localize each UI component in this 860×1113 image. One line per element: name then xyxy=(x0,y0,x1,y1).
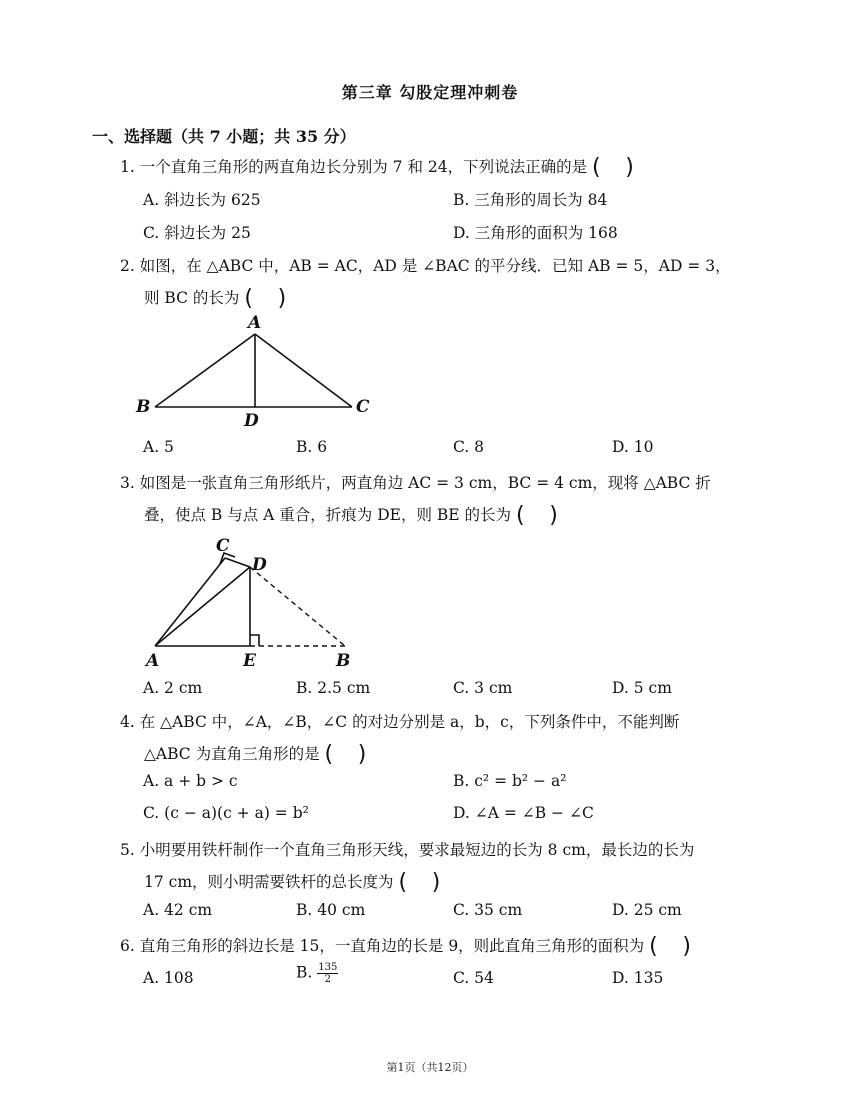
option-d: D. 10 xyxy=(612,438,654,456)
option-d: D. 25 cm xyxy=(612,901,682,919)
question-number: 1. xyxy=(120,158,135,176)
option-b: B. 40 cm xyxy=(296,901,366,919)
option-c: C. 54 xyxy=(453,969,494,987)
option-d: D. 5 cm xyxy=(612,679,672,697)
fraction-numerator: 135 xyxy=(318,962,338,973)
label-e: E xyxy=(243,651,256,671)
fraction-denominator: 2 xyxy=(324,974,331,985)
option-d: D. 三角形的面积为 168 xyxy=(453,224,618,242)
option-d: D. ∠A = ∠B − ∠C xyxy=(453,804,594,822)
option-c: C. 8 xyxy=(453,438,485,456)
label-a: A xyxy=(248,313,262,333)
label-b: B xyxy=(136,397,151,417)
answer-paren-close: ) xyxy=(625,155,634,180)
question-1 xyxy=(120,151,760,184)
label-d: D xyxy=(244,411,259,430)
option-c: C. 3 cm xyxy=(453,679,513,697)
question-stem-line2: 叠，使点 B 与点 A 重合，折痕为 DE，则 BE 的长为 xyxy=(144,506,512,524)
option-d: D. 135 xyxy=(612,969,664,987)
question-2 xyxy=(120,250,760,315)
question-stem-line1: 在 △ABC 中，∠A，∠B，∠C 的对边分别是 a，b，c，下列条件中，不能判断 xyxy=(139,713,680,731)
option-c: C. 35 cm xyxy=(453,901,523,919)
option-b xyxy=(296,962,338,985)
option-b-letter: B. xyxy=(296,963,313,982)
question-stem-line2: 则 BC 的长为 xyxy=(144,289,240,307)
answer-paren-close: ) xyxy=(277,286,287,311)
page-title: 第三章 勾股定理冲刺卷 xyxy=(341,83,519,102)
answer-paren-open: ( xyxy=(649,934,658,959)
option-c: C. 斜边长为 25 xyxy=(143,224,251,242)
answer-paren-open: ( xyxy=(324,742,334,767)
option-a: A. a + b > c xyxy=(143,772,238,790)
option-a: A. 42 cm xyxy=(143,901,213,919)
question-stem-line2: 17 cm，则小明需要铁杆的总长度为 xyxy=(144,873,394,891)
option-c: C. (c − a)(c + a) = b² xyxy=(143,804,309,822)
question-number: 6. xyxy=(120,937,135,955)
label-d: D xyxy=(252,555,267,575)
question-number: 5. xyxy=(120,841,135,859)
option-a: A. 108 xyxy=(143,969,194,987)
question-stem: 直角三角形的斜边长是 15，一直角边的长是 9，则此直角三角形的面积为 xyxy=(139,937,645,955)
question-number: 2. xyxy=(120,257,135,275)
question-stem-line1: 小明要用铁杆制作一个直角三角形天线，要求最短边的长为 8 cm，最长边的长为 xyxy=(139,841,695,859)
option-a: A. 斜边长为 625 xyxy=(143,191,261,209)
answer-paren-open: ( xyxy=(515,503,525,528)
question-stem: 一个直角三角形的两直角边长分别为 7 和 24，下列说法正确的是 xyxy=(139,158,588,176)
option-b: B. 6 xyxy=(296,438,328,456)
page-footer: 第1页（共12页） xyxy=(386,1061,474,1074)
option-b: B. 三角形的周长为 84 xyxy=(453,191,608,209)
answer-paren-close: ) xyxy=(431,870,441,895)
question-number: 3. xyxy=(120,474,135,492)
answer-paren-close: ) xyxy=(549,503,558,528)
label-c: C xyxy=(356,397,370,417)
question-stem-line1: 如图是一张直角三角形纸片，两直角边 AC = 3 cm，BC = 4 cm，现将 △ABC 折 xyxy=(139,474,711,492)
option-a: A. 5 xyxy=(143,438,174,456)
option-b: B. 2.5 cm xyxy=(296,679,371,697)
section-heading: 一、选择题（共 7 小题；共 35 分） xyxy=(92,127,356,146)
answer-paren-close: ) xyxy=(682,934,691,959)
answer-paren-close: ) xyxy=(357,742,367,767)
option-b: B. c² = b² − a² xyxy=(453,772,567,790)
label-a: A xyxy=(146,651,160,671)
question-stem-line2: △ABC 为直角三角形的是 xyxy=(144,745,320,763)
question-stem-line1: 如图，在 △ABC 中，AB = AC，AD 是 ∠BAC 的平分线．已知 AB = 5，AD = 3， xyxy=(139,257,731,275)
answer-paren-open: ( xyxy=(398,870,408,895)
label-b: B xyxy=(336,651,351,671)
option-a: A. 2 cm xyxy=(143,679,203,697)
question-5 xyxy=(120,834,760,899)
isosceles-triangle-figure xyxy=(130,310,380,430)
label-c: C xyxy=(216,536,230,556)
answer-paren-open: ( xyxy=(244,286,253,311)
question-number: 4. xyxy=(120,713,135,731)
folded-triangle-figure xyxy=(140,530,370,675)
answer-paren-open: ( xyxy=(592,155,601,180)
question-3 xyxy=(120,467,760,532)
fraction xyxy=(317,962,338,985)
question-6 xyxy=(120,930,760,963)
question-4 xyxy=(120,706,760,771)
